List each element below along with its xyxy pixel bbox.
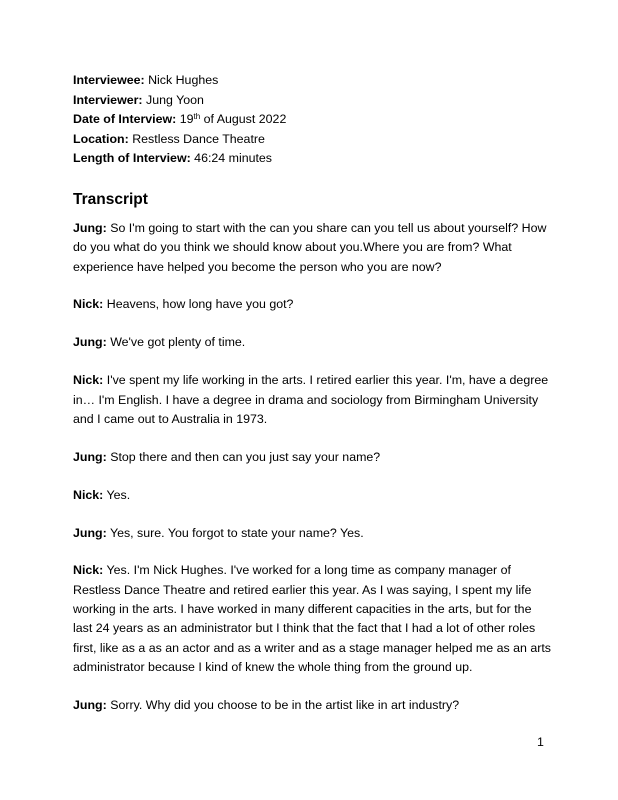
transcript-entry: [73, 561, 551, 677]
location-label: Location:: [73, 131, 129, 146]
utterance-text: Heavens, how long have you got?: [106, 297, 294, 312]
interviewer-value: Jung Yoon: [146, 92, 204, 107]
utterance-text: We've got plenty of time.: [110, 335, 246, 350]
transcript-entry: [73, 295, 551, 314]
interviewer-label: Interviewer:: [73, 92, 143, 107]
transcript-entry: [73, 524, 551, 543]
transcript-entry: [73, 333, 551, 352]
utterance-text: Yes.: [106, 487, 131, 502]
speaker-label: Jung:: [73, 697, 107, 712]
transcript-body: [73, 219, 551, 734]
transcript-entry: [73, 486, 551, 505]
length-value: 46:24 minutes: [194, 151, 273, 166]
date-label: Date of Interview:: [73, 112, 177, 127]
utterance-text: Sorry. Why did you choose to be in the artist like in art industry?: [110, 697, 460, 712]
transcript-heading: Transcript: [73, 191, 148, 208]
utterance-text: Yes. I'm Nick Hughes. I've worked for a long time as company manager of Restless Dance Theatre and retired earlier this year. As I was saying, I spent my life working in the arts. I have worked in many different capacities in the arts, but for the last 24 years as an administrator but I think that the fact that I had a lot of other roles first, like as a as an actor and as a writer and as a stage manager helped me as an arts administrator because I kind of knew the whole thing from the ground up.: [73, 563, 551, 674]
speaker-label: Jung:: [73, 335, 107, 350]
speaker-label: Nick:: [73, 373, 104, 388]
location-row: [73, 130, 286, 150]
page-number: 1: [537, 735, 544, 749]
interviewee-value: Nick Hughes: [148, 73, 219, 87]
interview-metadata: [73, 71, 286, 169]
utterance-text: I've spent my life working in the arts. I retired earlier this year. I'm, have a degree in… I'm English. I have a degree in drama and sociology from Birmingham University and I came out to Australia in 1973.: [73, 373, 549, 426]
transcript-entry: [73, 696, 551, 715]
utterance-text: Stop there and then can you just say your name?: [110, 449, 381, 464]
speaker-label: Jung:: [73, 525, 107, 540]
speaker-label: Nick:: [73, 563, 104, 578]
speaker-label: Jung:: [73, 449, 107, 464]
date-ordinal-suffix: th: [193, 112, 201, 122]
date-day: 19: [179, 112, 194, 127]
transcript-entry: [73, 371, 551, 429]
utterance-text: Yes, sure. You forgot to state your name? Yes.: [109, 525, 364, 540]
transcript-entry: [73, 219, 551, 277]
date-month-year: of August 2022: [203, 112, 287, 127]
transcript-entry: [73, 448, 551, 467]
interviewee-label: Interviewee:: [73, 73, 145, 87]
length-row: [73, 149, 286, 169]
utterance-text: So I'm going to start with the can you share can you tell us about yourself? How do you what do you think we should know about you.Where you are from? What experience have helped you become the person who you are now?: [73, 221, 547, 274]
interviewee-row: [73, 71, 286, 91]
location-value: Restless Dance Theatre: [132, 131, 265, 146]
speaker-label: Jung:: [73, 221, 107, 235]
speaker-label: Nick:: [73, 487, 104, 502]
date-row: [73, 110, 286, 130]
speaker-label: Nick:: [73, 297, 104, 312]
interviewer-row: [73, 91, 286, 111]
length-label: Length of Interview:: [73, 151, 191, 166]
